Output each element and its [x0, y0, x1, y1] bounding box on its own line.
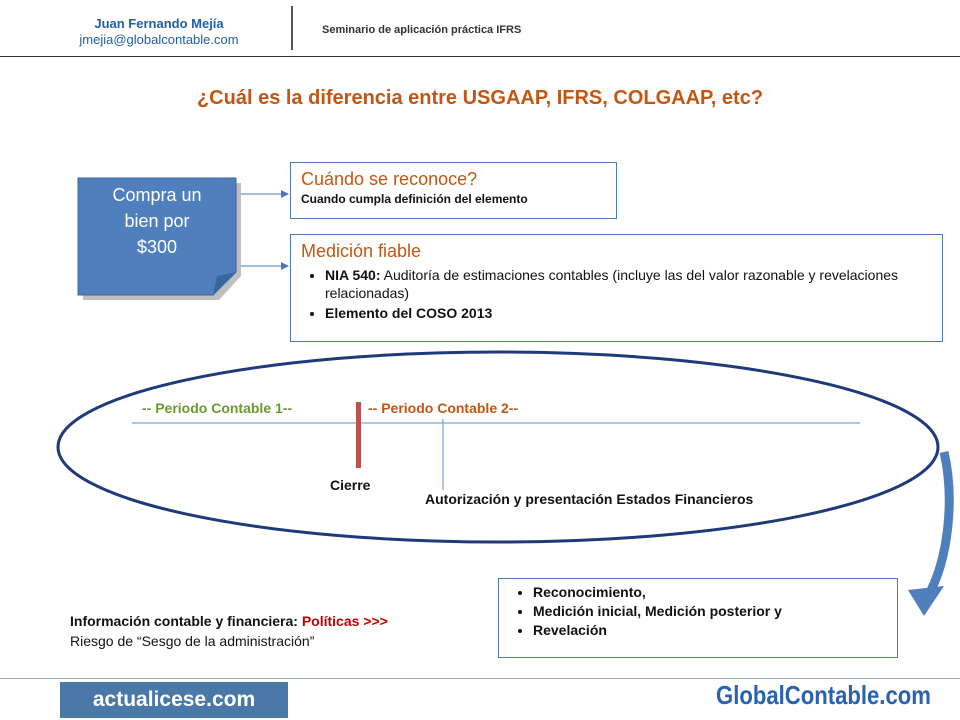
compra-line-2: bien por — [124, 211, 190, 231]
curved-arrow-head — [908, 586, 944, 616]
medicion-list — [301, 266, 932, 322]
politicas-box — [498, 578, 898, 658]
reconoce-sub: Cuando cumpla definición del elemento — [301, 192, 528, 206]
riesgo-line: Riesgo de “Sesgo de la administración” — [70, 633, 315, 649]
politicas-label: Políticas >>> — [301, 613, 388, 629]
politicas-item: • Medición inicial, Medición posterior y — [533, 602, 887, 620]
curved-arrow — [928, 452, 949, 596]
author-email: jmejia@globalcontable.com — [79, 32, 239, 47]
author-name: Juan Fernando Mejía — [94, 16, 224, 31]
globalcontable-logo: GlobalContable.com — [716, 680, 931, 710]
periodo-2-label: -- Periodo Contable 2-- — [368, 400, 519, 416]
medicion-item-bold: NIA 540: — [325, 267, 381, 283]
medicion-item-text: Auditoría de estimaciones contables (incluye las del valor razonable y revelaciones relacionadas) — [325, 267, 899, 301]
info-bold: Información contable y financiera: — [70, 613, 298, 629]
reconoce-heading: Cuándo se reconoce? — [301, 169, 478, 189]
compra-label — [78, 182, 236, 260]
medicion-item — [325, 266, 932, 302]
periodo-1-label: -- Periodo Contable 1-- — [142, 400, 293, 416]
compra-line-3: $300 — [136, 237, 178, 257]
medicion-box — [290, 234, 943, 342]
medicion-heading: Medición fiable — [301, 241, 422, 261]
politicas-list — [509, 583, 887, 639]
cierre-marker — [356, 402, 361, 468]
politicas-item: • Reconocimiento, — [533, 583, 887, 601]
slide-title: ¿Cuál es la diferencia entre USGAAP, IFRS, COLGAAP, etc? — [196, 87, 764, 109]
period-ellipse — [58, 352, 938, 542]
actualicese-logo: actualicese.com — [60, 682, 288, 718]
seminar-title: Seminario de aplicación práctica IFRS — [322, 24, 522, 36]
medicion-item — [325, 304, 932, 322]
politicas-item: • Revelación — [533, 621, 887, 639]
compra-line-1: Compra un — [112, 185, 202, 205]
autorizacion-label: Autorización y presentación Estados Financieros — [425, 491, 754, 507]
medicion-item-bold: Elemento del COSO 2013 — [325, 305, 493, 321]
info-line-1 — [70, 611, 388, 631]
reconoce-box — [290, 162, 617, 219]
info-text — [70, 611, 388, 651]
footer-rule — [0, 678, 960, 679]
cierre-label: Cierre — [330, 477, 371, 493]
